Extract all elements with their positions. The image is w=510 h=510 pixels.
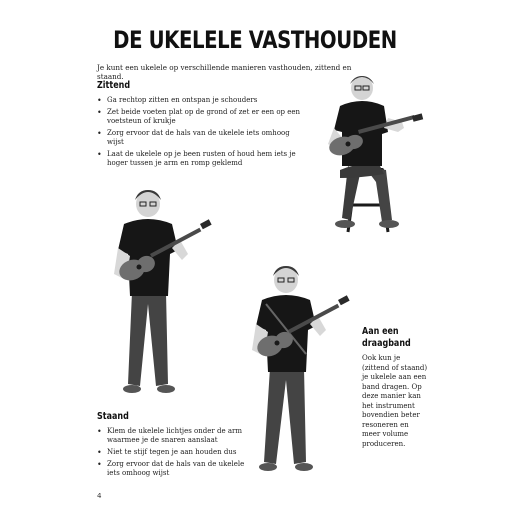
- strap-text: Ook kun je (zittend of staand) je ukelele aan een band dragen. Op deze manier kan het instrument bovendien beter resoneren en meer volume produceren.: [362, 354, 428, 448]
- standing-boy-photo: [108, 184, 218, 400]
- list-item: • Niet te stijf tegen je aan houden dus: [97, 448, 247, 457]
- list-item: • Zorg ervoor dat de hals van de ukelele iets omhoog wijst: [97, 129, 307, 147]
- list-item: • Zorg ervoor dat de hals van de ukelele iets omhoog wijst: [97, 460, 247, 478]
- standing-bullets: [97, 427, 247, 481]
- list-item: • Laat de ukelele op je been rusten of houd hem iets je hoger tussen je arm en romp geklemd: [97, 150, 307, 168]
- list-item: • Zet beide voeten plat op de grond of zet er een op een voetsteun of krukje: [97, 108, 307, 126]
- sitting-boy-photo: [318, 70, 428, 240]
- standing-heading: Staand: [97, 411, 129, 422]
- page-number: 4: [97, 492, 102, 500]
- sitting-heading: Zittend: [97, 80, 131, 91]
- list-item: • Ga rechtop zitten en ontspan je schouders: [97, 96, 307, 105]
- list-item: • Klem de ukelele lichtjes onder de arm waarmee je de snaren aanslaat: [97, 427, 247, 445]
- strap-boy-photo: [244, 258, 356, 478]
- intro-text: Je kunt een ukelele op verschillende manieren vasthouden, zittend en staand.: [97, 63, 352, 81]
- sitting-bullets: [97, 96, 307, 171]
- page-title: DE UKELELE VASTHOUDEN: [113, 26, 397, 54]
- strap-heading: Aan een draagband: [362, 326, 411, 349]
